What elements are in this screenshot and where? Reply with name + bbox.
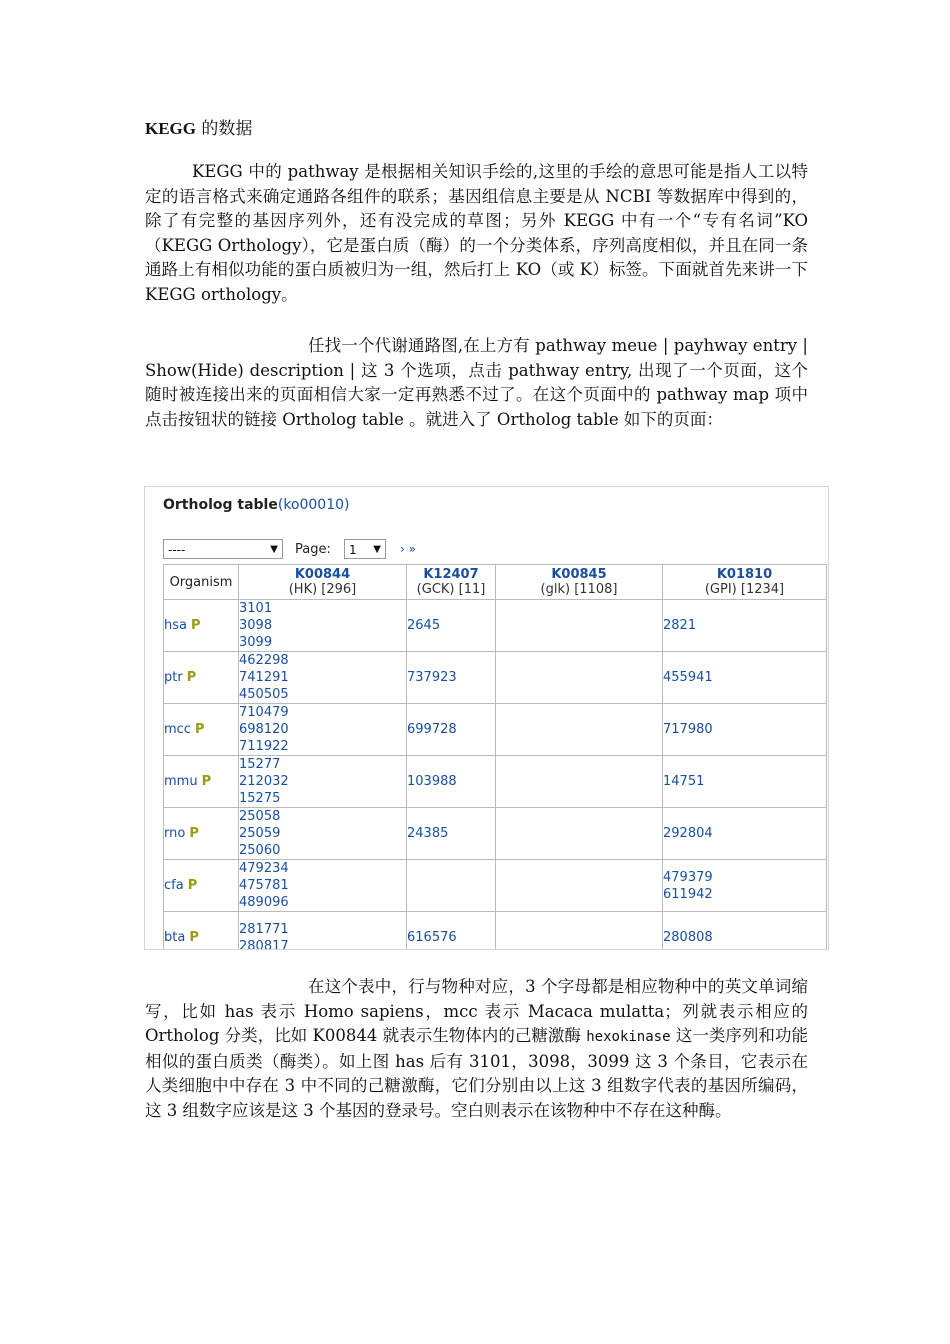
table-row: [164, 600, 827, 652]
gene-cell[interactable]: [663, 652, 827, 704]
gene-id-link[interactable]: 292804: [663, 826, 713, 841]
gene-id-link[interactable]: 611942: [663, 886, 713, 902]
gene-cell[interactable]: [663, 912, 827, 951]
gene-cell[interactable]: [239, 600, 407, 652]
chevron-down-icon: ▼: [270, 544, 278, 555]
table-row: [164, 704, 827, 756]
table-row: [164, 652, 827, 704]
organism-cell[interactable]: ptr P: [164, 652, 239, 704]
column-header-k12407: [407, 565, 496, 600]
pathway-p-link[interactable]: P: [201, 774, 212, 789]
ortholog-table-title: Ortholog table(ko00010): [163, 497, 350, 513]
gene-cell[interactable]: [407, 652, 496, 704]
gene-cell[interactable]: [407, 912, 496, 951]
gene-cell: [496, 756, 663, 808]
ko-subtitle: (GCK) [11]: [416, 582, 486, 597]
gene-id-link[interactable]: 212032: [239, 774, 289, 789]
gene-id-link[interactable]: 455941: [663, 670, 713, 685]
gene-id-link[interactable]: 737923: [407, 670, 457, 685]
gene-id-link[interactable]: 699728: [407, 722, 457, 737]
gene-cell[interactable]: [239, 912, 407, 951]
gene-cell[interactable]: [407, 756, 496, 808]
gene-cell: [407, 860, 496, 912]
gene-id-link[interactable]: 710479: [239, 705, 289, 720]
gene-id-link[interactable]: 741291: [239, 670, 289, 685]
ko-link[interactable]: K01810: [716, 567, 773, 582]
gene-cell[interactable]: [663, 808, 827, 860]
gene-id-link[interactable]: 3101: [239, 601, 273, 616]
gene-id-link[interactable]: 616576: [407, 930, 457, 945]
gene-id-link[interactable]: 25058: [239, 809, 281, 824]
ko-subtitle: (glk) [1108]: [540, 582, 618, 597]
ortholog-table-screenshot: [144, 486, 829, 950]
organism-cell[interactable]: rno P: [164, 808, 239, 860]
paragraph-2: 任找一个代谢通路图,在上方有 pathway meue | payhway entry | Show(Hide) description | 这 3 个选项，点击 pathway entry, 出现了一个页面，这个随时被连接出来的页面相信大家一定再熟悉不过了。在这个页面中的 pathway map 项中点击按钮状的链接 Ortholog table 。就进入了 Ortholog table 如下的页面：: [145, 336, 808, 429]
page-select[interactable]: 1 ▼: [344, 539, 386, 559]
gene-cell[interactable]: [239, 704, 407, 756]
ko-link[interactable]: K00844: [294, 567, 351, 582]
table-row: [164, 912, 827, 951]
heading-rest: 的数据: [196, 119, 253, 139]
gene-cell[interactable]: [663, 600, 827, 652]
gene-cell: [496, 912, 663, 951]
gene-cell: [496, 600, 663, 652]
gene-id-link[interactable]: 479234: [239, 861, 289, 876]
pathway-p-link[interactable]: P: [190, 618, 201, 633]
gene-id-link[interactable]: 25059: [239, 826, 281, 841]
gene-id-link[interactable]: 281771: [239, 921, 289, 937]
gene-id-link[interactable]: 15275: [239, 791, 281, 806]
hexokinase-term: hexokinase: [586, 1029, 671, 1045]
gene-id-link[interactable]: 280817: [239, 938, 289, 950]
column-header-k00845: [496, 565, 663, 600]
paragraph-1: KEGG 中的 pathway 是根据相关知识手绘的,这里的手绘的意思可能是指人工以特定的语言格式来确定通路各组件的联系；基因组信息主要是从 NCBI 等数据库中得到的，除了有完整的基因序列外，还有没完成的草图；另外 KEGG 中有一个“专有名词”KO（KEGG Orthology），它是蛋白质（酶）的一个分类体系，序列高度相似，并且在同一条通路上有相似功能的蛋白质被归为一组，然后打上 KO（或 K）标签。下面就首先来讲一下 KEGG orthology。: [145, 162, 808, 304]
page-next-link[interactable]: › »: [400, 542, 416, 556]
gene-id-link[interactable]: 489096: [239, 895, 289, 910]
ko-link[interactable]: K00845: [551, 567, 607, 582]
pathway-p-link[interactable]: P: [187, 878, 198, 893]
heading-bold: KEGG: [145, 119, 197, 138]
gene-cell[interactable]: [239, 652, 407, 704]
gene-id-link[interactable]: 711922: [239, 739, 289, 754]
paragraph-3: 在这个表中，行与物种对应，3 个字母都是相应物种中的英文单词缩写，比如 has 表示 Homo sapiens，mcc 表示 Macaca mulatta；列就表示相应的 Ortholog 分类，比如 K00844 就表示生物体内的己糖激酶 hexokinase 这一类序列和功能相似的蛋白质类（酶类）。如上图 has 后有 3101，3098，3099 这 3 个条目，它表示在人类细胞中中存在 3 中不同的己糖激酶，它们分别由以上这 3 组数字代表的基因所编码，这 3 组数字应该是这 3 个基因的登录号。空白则表示在该物种中不存在这种酶。: [145, 977, 808, 1120]
gene-cell[interactable]: [663, 860, 827, 912]
ko-link[interactable]: K12407: [423, 567, 479, 582]
pathway-p-link[interactable]: P: [194, 722, 205, 737]
gene-id-link[interactable]: 462298: [239, 653, 289, 668]
gene-id-link[interactable]: 15277: [239, 757, 281, 772]
organism-header: Organism: [164, 565, 239, 600]
gene-cell: [496, 652, 663, 704]
gene-cell[interactable]: [239, 756, 407, 808]
gene-id-link[interactable]: 717980: [663, 722, 713, 737]
ko-subtitle: (HK) [296]: [288, 582, 357, 597]
gene-cell[interactable]: [239, 808, 407, 860]
gene-cell[interactable]: [663, 756, 827, 808]
chevron-down-icon: ▼: [373, 544, 381, 555]
gene-id-link[interactable]: 475781: [239, 878, 289, 893]
pathway-id-link[interactable]: (ko00010): [277, 497, 350, 513]
gene-cell[interactable]: [663, 704, 827, 756]
organism-cell[interactable]: mcc P: [164, 704, 239, 756]
pathway-p-link[interactable]: P: [186, 670, 197, 685]
gene-id-link[interactable]: 24385: [407, 826, 449, 841]
gene-cell[interactable]: [239, 860, 407, 912]
gene-cell[interactable]: [407, 600, 496, 652]
organism-cell[interactable]: mmu P: [164, 756, 239, 808]
gene-id-link[interactable]: 698120: [239, 722, 289, 737]
gene-id-link[interactable]: 103988: [407, 774, 457, 789]
doc-heading: [145, 114, 252, 139]
gene-cell[interactable]: [407, 808, 496, 860]
table-row: [164, 756, 827, 808]
column-header-k00844: [239, 565, 407, 600]
gene-id-link[interactable]: 25060: [239, 843, 281, 858]
organism-select[interactable]: ---- ▼: [163, 539, 283, 559]
gene-cell: [496, 704, 663, 756]
gene-id-link[interactable]: 2645: [407, 618, 441, 633]
pathway-p-link[interactable]: P: [189, 826, 199, 841]
ortholog-table: [163, 564, 827, 950]
organism-cell[interactable]: bta P: [164, 912, 239, 951]
pathway-p-link[interactable]: P: [189, 930, 199, 945]
table-row: [164, 860, 827, 912]
gene-id-link[interactable]: 450505: [239, 687, 289, 702]
gene-id-link[interactable]: 280808: [663, 930, 713, 945]
gene-id-link[interactable]: 14751: [663, 774, 705, 789]
gene-id-link[interactable]: 479379: [663, 869, 713, 885]
gene-id-link[interactable]: 3099: [239, 635, 273, 650]
organism-cell[interactable]: hsa P: [164, 600, 239, 652]
gene-id-link[interactable]: 2821: [663, 618, 697, 633]
page-label: Page:: [295, 542, 331, 557]
gene-cell[interactable]: [407, 704, 496, 756]
gene-cell: [496, 860, 663, 912]
gene-id-link[interactable]: 3098: [239, 618, 273, 633]
column-header-k01810: [663, 565, 827, 600]
organism-cell[interactable]: cfa P: [164, 860, 239, 912]
ko-subtitle: (GPI) [1234]: [704, 582, 785, 597]
gene-cell: [496, 808, 663, 860]
table-row: [164, 808, 827, 860]
